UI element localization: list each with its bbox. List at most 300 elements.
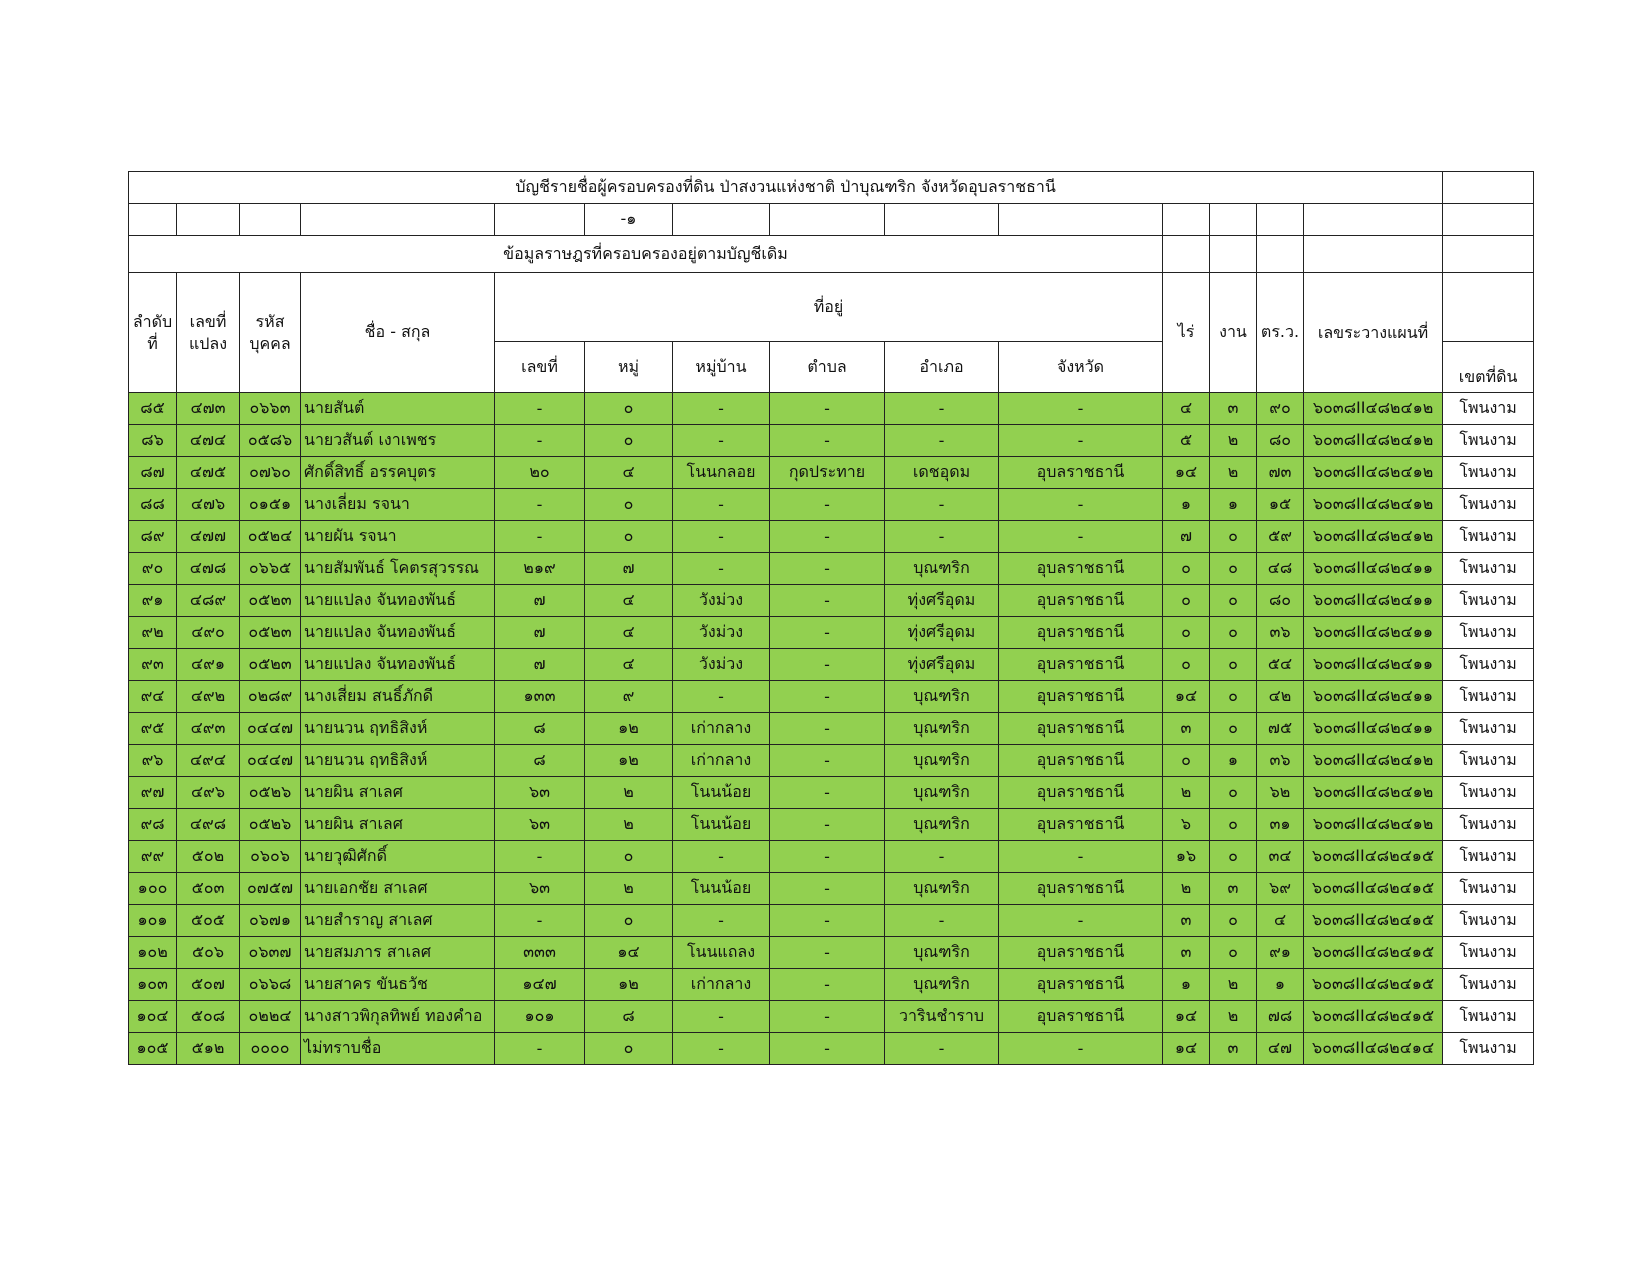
sqwa-cell: ๙๑ bbox=[1257, 937, 1304, 969]
row-no-cell: ๘๗ bbox=[129, 457, 177, 489]
row-no-cell: ๙๑ bbox=[129, 585, 177, 617]
map-sheet-cell: ๖๐๓๘II๔๘๒๔๑๑ bbox=[1304, 617, 1443, 649]
zone-cell: โพนงาม bbox=[1443, 649, 1534, 681]
village-cell: - bbox=[673, 553, 770, 585]
amphoe-cell: บุณฑริก bbox=[885, 969, 999, 1001]
row-no-cell: ๑๐๔ bbox=[129, 1001, 177, 1033]
holder-name-cell: นายแปลง จันทองพันธ์ bbox=[301, 585, 495, 617]
person-code-cell: ๐๖๖๕ bbox=[240, 553, 301, 585]
zone-cell: โพนงาม bbox=[1443, 393, 1534, 425]
moo-cell: ๒ bbox=[585, 809, 673, 841]
moo-cell: ๙ bbox=[585, 681, 673, 713]
moo-cell: ๔ bbox=[585, 649, 673, 681]
house-no-cell: ๘ bbox=[495, 713, 585, 745]
person-code-cell: ๐๕๒๔ bbox=[240, 521, 301, 553]
rai-cell: ๑๖ bbox=[1163, 841, 1210, 873]
province-cell: อุบลราชธานี bbox=[999, 713, 1163, 745]
sqwa-cell: ๖๒ bbox=[1257, 777, 1304, 809]
ngan-cell: ๓ bbox=[1210, 1033, 1257, 1065]
sqwa-cell: ๘๐ bbox=[1257, 585, 1304, 617]
village-cell: โนนน้อย bbox=[673, 809, 770, 841]
zone-cell: โพนงาม bbox=[1443, 617, 1534, 649]
tambon-cell: - bbox=[770, 809, 885, 841]
ngan-cell: ๓ bbox=[1210, 873, 1257, 905]
moo-cell: ๐ bbox=[585, 425, 673, 457]
tambon-cell: - bbox=[770, 1033, 885, 1065]
plot-no-cell: ๔๗๘ bbox=[177, 553, 240, 585]
map-sheet-cell: ๖๐๓๘II๔๘๒๔๑๑ bbox=[1304, 681, 1443, 713]
person-code-cell: ๐๕๒๓ bbox=[240, 585, 301, 617]
table-row bbox=[129, 809, 1534, 841]
header-moo: หมู่ bbox=[585, 342, 673, 393]
table-row bbox=[129, 617, 1534, 649]
province-cell: - bbox=[999, 393, 1163, 425]
map-sheet-cell: ๖๐๓๘II๔๘๒๔๑๒ bbox=[1304, 521, 1443, 553]
amphoe-cell: บุณฑริก bbox=[885, 745, 999, 777]
person-code-cell: ๐๔๔๗ bbox=[240, 713, 301, 745]
table-row bbox=[129, 745, 1534, 777]
tambon-cell: - bbox=[770, 617, 885, 649]
map-sheet-cell: ๖๐๓๘II๔๘๒๔๑๒ bbox=[1304, 489, 1443, 521]
holder-name-cell: นายผัน รจนา bbox=[301, 521, 495, 553]
tambon-cell: - bbox=[770, 521, 885, 553]
empty-cell bbox=[1443, 172, 1534, 204]
row-no-cell: ๙๙ bbox=[129, 841, 177, 873]
zone-cell: โพนงาม bbox=[1443, 841, 1534, 873]
table-row bbox=[129, 425, 1534, 457]
rai-cell: ๒ bbox=[1163, 777, 1210, 809]
map-sheet-cell: ๖๐๓๘II๔๘๒๔๑๒ bbox=[1304, 777, 1443, 809]
house-no-cell: - bbox=[495, 489, 585, 521]
zone-cell: โพนงาม bbox=[1443, 777, 1534, 809]
province-cell: อุบลราชธานี bbox=[999, 681, 1163, 713]
moo-cell: ๐ bbox=[585, 521, 673, 553]
header-village: หมู่บ้าน bbox=[673, 342, 770, 393]
table-row bbox=[129, 1001, 1534, 1033]
table-row bbox=[129, 393, 1534, 425]
plot-no-cell: ๔๙๖ bbox=[177, 777, 240, 809]
rai-cell: ๔ bbox=[1163, 393, 1210, 425]
row-no-cell: ๑๐๕ bbox=[129, 1033, 177, 1065]
page-marker: -๑ bbox=[585, 204, 673, 236]
header-person-code: รหัสบุคคล bbox=[240, 273, 301, 393]
table-row bbox=[129, 649, 1534, 681]
rai-cell: ๓ bbox=[1163, 713, 1210, 745]
row-no-cell: ๙๓ bbox=[129, 649, 177, 681]
province-cell: - bbox=[999, 905, 1163, 937]
person-code-cell: ๐๕๒๓ bbox=[240, 649, 301, 681]
header-plot-no: เลขที่แปลง bbox=[177, 273, 240, 393]
table-row bbox=[129, 873, 1534, 905]
province-cell: อุบลราชธานี bbox=[999, 777, 1163, 809]
rai-cell: ๐ bbox=[1163, 745, 1210, 777]
row-no-cell: ๙๕ bbox=[129, 713, 177, 745]
zone-cell: โพนงาม bbox=[1443, 745, 1534, 777]
map-sheet-cell: ๖๐๓๘II๔๘๒๔๑๒ bbox=[1304, 809, 1443, 841]
amphoe-cell: บุณฑริก bbox=[885, 713, 999, 745]
moo-cell: ๐ bbox=[585, 1033, 673, 1065]
province-cell: อุบลราชธานี bbox=[999, 553, 1163, 585]
amphoe-cell: - bbox=[885, 393, 999, 425]
plot-no-cell: ๔๙๑ bbox=[177, 649, 240, 681]
map-sheet-cell: ๖๐๓๘II๔๘๒๔๑๑ bbox=[1304, 713, 1443, 745]
holder-name-cell: นายแปลง จันทองพันธ์ bbox=[301, 649, 495, 681]
header-name: ชื่อ - สกุล bbox=[301, 273, 495, 393]
village-cell: โนนแถลง bbox=[673, 937, 770, 969]
amphoe-cell: บุณฑริก bbox=[885, 777, 999, 809]
amphoe-cell: - bbox=[885, 905, 999, 937]
amphoe-cell: - bbox=[885, 425, 999, 457]
amphoe-cell: เดชอุดม bbox=[885, 457, 999, 489]
land-registry-table bbox=[128, 171, 1534, 1065]
sqwa-cell: ๙๐ bbox=[1257, 393, 1304, 425]
row-no-cell: ๙๒ bbox=[129, 617, 177, 649]
row-no-cell: ๙๔ bbox=[129, 681, 177, 713]
ngan-cell: ๐ bbox=[1210, 617, 1257, 649]
house-no-cell: ๒๑๙ bbox=[495, 553, 585, 585]
plot-no-cell: ๔๗๖ bbox=[177, 489, 240, 521]
house-no-cell: - bbox=[495, 1033, 585, 1065]
person-code-cell: ๐๒๘๙ bbox=[240, 681, 301, 713]
map-sheet-cell: ๖๐๓๘II๔๘๒๔๑๕ bbox=[1304, 841, 1443, 873]
table-row bbox=[129, 905, 1534, 937]
person-code-cell: ๐๒๒๔ bbox=[240, 1001, 301, 1033]
moo-cell: ๗ bbox=[585, 553, 673, 585]
village-cell: - bbox=[673, 489, 770, 521]
rai-cell: ๕ bbox=[1163, 425, 1210, 457]
rai-cell: ๓ bbox=[1163, 905, 1210, 937]
holder-name-cell: นายผิน สาเลศ bbox=[301, 809, 495, 841]
row-no-cell: ๘๕ bbox=[129, 393, 177, 425]
map-sheet-cell: ๖๐๓๘II๔๘๒๔๑๕ bbox=[1304, 905, 1443, 937]
person-code-cell: ๐๐๐๐ bbox=[240, 1033, 301, 1065]
moo-cell: ๔ bbox=[585, 585, 673, 617]
sqwa-cell: ๗๕ bbox=[1257, 713, 1304, 745]
rai-cell: ๐ bbox=[1163, 649, 1210, 681]
rai-cell: ๑ bbox=[1163, 969, 1210, 1001]
rai-cell: ๑๔ bbox=[1163, 457, 1210, 489]
map-sheet-cell: ๖๐๓๘II๔๘๒๔๑๒ bbox=[1304, 425, 1443, 457]
ngan-cell: ๓ bbox=[1210, 393, 1257, 425]
row-no-cell: ๘๖ bbox=[129, 425, 177, 457]
village-cell: เก่ากลาง bbox=[673, 969, 770, 1001]
holder-name-cell: ไม่ทราบชื่อ bbox=[301, 1033, 495, 1065]
person-code-cell: ๐๕๒๓ bbox=[240, 617, 301, 649]
tambon-cell: - bbox=[770, 681, 885, 713]
rai-cell: ๓ bbox=[1163, 937, 1210, 969]
rai-cell: ๗ bbox=[1163, 521, 1210, 553]
village-cell: - bbox=[673, 1033, 770, 1065]
tambon-cell: - bbox=[770, 841, 885, 873]
table-row bbox=[129, 553, 1534, 585]
house-no-cell: ๖๓ bbox=[495, 809, 585, 841]
house-no-cell: - bbox=[495, 841, 585, 873]
amphoe-cell: บุณฑริก bbox=[885, 809, 999, 841]
person-code-cell: ๐๕๒๖ bbox=[240, 777, 301, 809]
ngan-cell: ๒ bbox=[1210, 1001, 1257, 1033]
table-row bbox=[129, 713, 1534, 745]
page-marker-row bbox=[129, 204, 1534, 236]
province-cell: - bbox=[999, 1033, 1163, 1065]
ngan-cell: ๐ bbox=[1210, 585, 1257, 617]
amphoe-cell: - bbox=[885, 489, 999, 521]
province-cell: อุบลราชธานี bbox=[999, 937, 1163, 969]
plot-no-cell: ๕๑๒ bbox=[177, 1033, 240, 1065]
tambon-cell: - bbox=[770, 745, 885, 777]
registry-rows bbox=[129, 393, 1534, 1065]
amphoe-cell: - bbox=[885, 841, 999, 873]
person-code-cell: ๐๖๐๖ bbox=[240, 841, 301, 873]
moo-cell: ๔ bbox=[585, 617, 673, 649]
holder-name-cell: นายสมภาร สาเลศ bbox=[301, 937, 495, 969]
ngan-cell: ๒ bbox=[1210, 425, 1257, 457]
ngan-cell: ๒ bbox=[1210, 457, 1257, 489]
amphoe-cell: - bbox=[885, 521, 999, 553]
plot-no-cell: ๕๐๒ bbox=[177, 841, 240, 873]
holder-name-cell: นายแปลง จันทองพันธ์ bbox=[301, 617, 495, 649]
table-row bbox=[129, 585, 1534, 617]
sqwa-cell: ๑ bbox=[1257, 969, 1304, 1001]
tambon-cell: - bbox=[770, 713, 885, 745]
holder-name-cell: นางเสี่ยม สนธิ์ภักดี bbox=[301, 681, 495, 713]
ngan-cell: ๐ bbox=[1210, 777, 1257, 809]
tambon-cell: - bbox=[770, 393, 885, 425]
village-cell: - bbox=[673, 521, 770, 553]
plot-no-cell: ๔๗๔ bbox=[177, 425, 240, 457]
moo-cell: ๔ bbox=[585, 457, 673, 489]
village-cell: โนนน้อย bbox=[673, 777, 770, 809]
village-cell: - bbox=[673, 393, 770, 425]
table-row bbox=[129, 489, 1534, 521]
holder-name-cell: นายวุฒิศักดิ์ bbox=[301, 841, 495, 873]
amphoe-cell: วารินชำราบ bbox=[885, 1001, 999, 1033]
house-no-cell: ๗ bbox=[495, 585, 585, 617]
tambon-cell: - bbox=[770, 969, 885, 1001]
amphoe-cell: บุณฑริก bbox=[885, 553, 999, 585]
zone-cell: โพนงาม bbox=[1443, 681, 1534, 713]
table-row bbox=[129, 681, 1534, 713]
village-cell: โนนกลอย bbox=[673, 457, 770, 489]
amphoe-cell: - bbox=[885, 1033, 999, 1065]
map-sheet-cell: ๖๐๓๘II๔๘๒๔๑๒ bbox=[1304, 745, 1443, 777]
amphoe-cell: ทุ่งศรีอุดม bbox=[885, 585, 999, 617]
row-no-cell: ๑๐๓ bbox=[129, 969, 177, 1001]
province-cell: อุบลราชธานี bbox=[999, 873, 1163, 905]
amphoe-cell: ทุ่งศรีอุดม bbox=[885, 649, 999, 681]
sqwa-cell: ๔๘ bbox=[1257, 553, 1304, 585]
holder-name-cell: นางเลี่ยม รจนา bbox=[301, 489, 495, 521]
holder-name-cell: ศักดิ์สิทธิ์ อรรคบุตร bbox=[301, 457, 495, 489]
header-map-sheet: เลขระวางแผนที่ bbox=[1304, 273, 1443, 393]
row-no-cell: ๙๗ bbox=[129, 777, 177, 809]
person-code-cell: ๐๖๗๑ bbox=[240, 905, 301, 937]
sqwa-cell: ๔ bbox=[1257, 905, 1304, 937]
rai-cell: ๑๔ bbox=[1163, 681, 1210, 713]
village-cell: เก่ากลาง bbox=[673, 713, 770, 745]
moo-cell: ๑๒ bbox=[585, 745, 673, 777]
row-no-cell: ๙๐ bbox=[129, 553, 177, 585]
person-code-cell: ๐๖๖๓ bbox=[240, 393, 301, 425]
ngan-cell: ๑ bbox=[1210, 745, 1257, 777]
plot-no-cell: ๕๐๓ bbox=[177, 873, 240, 905]
map-sheet-cell: ๖๐๓๘II๔๘๒๔๑๑ bbox=[1304, 649, 1443, 681]
tambon-cell: - bbox=[770, 553, 885, 585]
ngan-cell: ๐ bbox=[1210, 649, 1257, 681]
tambon-cell: - bbox=[770, 777, 885, 809]
house-no-cell: ๑๐๑ bbox=[495, 1001, 585, 1033]
province-cell: อุบลราชธานี bbox=[999, 969, 1163, 1001]
header-rai: ไร่ bbox=[1163, 273, 1210, 393]
zone-cell: โพนงาม bbox=[1443, 809, 1534, 841]
title-row bbox=[129, 172, 1534, 204]
person-code-cell: ๐๗๕๗ bbox=[240, 873, 301, 905]
province-cell: อุบลราชธานี bbox=[999, 649, 1163, 681]
tambon-cell: - bbox=[770, 937, 885, 969]
province-cell: - bbox=[999, 425, 1163, 457]
section-title-row bbox=[129, 236, 1534, 273]
village-cell: วังม่วง bbox=[673, 585, 770, 617]
person-code-cell: ๐๖๓๗ bbox=[240, 937, 301, 969]
header-sqwa: ตร.ว. bbox=[1257, 273, 1304, 393]
table-row bbox=[129, 937, 1534, 969]
map-sheet-cell: ๖๐๓๘II๔๘๒๔๑๑ bbox=[1304, 585, 1443, 617]
row-no-cell: ๙๘ bbox=[129, 809, 177, 841]
province-cell: - bbox=[999, 841, 1163, 873]
row-no-cell: ๘๙ bbox=[129, 521, 177, 553]
zone-cell: โพนงาม bbox=[1443, 425, 1534, 457]
holder-name-cell: นายวสันต์ เงาเพชร bbox=[301, 425, 495, 457]
header-row-1 bbox=[129, 273, 1534, 342]
plot-no-cell: ๔๙๔ bbox=[177, 745, 240, 777]
sqwa-cell: ๔๗ bbox=[1257, 1033, 1304, 1065]
row-no-cell: ๑๐๐ bbox=[129, 873, 177, 905]
person-code-cell: ๐๕๒๖ bbox=[240, 809, 301, 841]
plot-no-cell: ๔๙๓ bbox=[177, 713, 240, 745]
zone-cell: โพนงาม bbox=[1443, 713, 1534, 745]
province-cell: - bbox=[999, 489, 1163, 521]
zone-cell: โพนงาม bbox=[1443, 969, 1534, 1001]
moo-cell: ๘ bbox=[585, 1001, 673, 1033]
header-zone: เขตที่ดิน bbox=[1443, 342, 1534, 393]
rai-cell: ๑๔ bbox=[1163, 1033, 1210, 1065]
holder-name-cell: นายสันต์ bbox=[301, 393, 495, 425]
zone-cell: โพนงาม bbox=[1443, 489, 1534, 521]
plot-no-cell: ๔๘๙ bbox=[177, 585, 240, 617]
document-title: บัญชีรายชื่อผู้ครอบครองที่ดิน ป่าสงวนแห่งชาติ ป่าบุณฑริก จังหวัดอุบลราชธานี bbox=[129, 172, 1443, 204]
ngan-cell: ๐ bbox=[1210, 553, 1257, 585]
plot-no-cell: ๕๐๘ bbox=[177, 1001, 240, 1033]
plot-no-cell: ๕๐๗ bbox=[177, 969, 240, 1001]
sqwa-cell: ๓๖ bbox=[1257, 617, 1304, 649]
plot-no-cell: ๔๗๕ bbox=[177, 457, 240, 489]
sqwa-cell: ๗๘ bbox=[1257, 1001, 1304, 1033]
village-cell: - bbox=[673, 425, 770, 457]
plot-no-cell: ๔๗๓ bbox=[177, 393, 240, 425]
zone-cell: โพนงาม bbox=[1443, 553, 1534, 585]
province-cell: อุบลราชธานี bbox=[999, 745, 1163, 777]
village-cell: วังม่วง bbox=[673, 617, 770, 649]
header-province: จังหวัด bbox=[999, 342, 1163, 393]
village-cell: โนนน้อย bbox=[673, 873, 770, 905]
table-row bbox=[129, 521, 1534, 553]
house-no-cell: ๖๓ bbox=[495, 777, 585, 809]
zone-cell: โพนงาม bbox=[1443, 937, 1534, 969]
moo-cell: ๑๒ bbox=[585, 713, 673, 745]
header-amphoe: อำเภอ bbox=[885, 342, 999, 393]
village-cell: - bbox=[673, 681, 770, 713]
holder-name-cell: นายนวน ฤทธิสิงห์ bbox=[301, 713, 495, 745]
section-title: ข้อมูลราษฎรที่ครอบครองอยู่ตามบัญชีเดิม bbox=[129, 236, 1163, 273]
tambon-cell: - bbox=[770, 649, 885, 681]
house-no-cell: ๒๐ bbox=[495, 457, 585, 489]
holder-name-cell: นางสาวพิกุลทิพย์ ทองคำอ bbox=[301, 1001, 495, 1033]
header-tambon: ตำบล bbox=[770, 342, 885, 393]
tambon-cell: กุดประทาย bbox=[770, 457, 885, 489]
map-sheet-cell: ๖๐๓๘II๔๘๒๔๑๕ bbox=[1304, 937, 1443, 969]
person-code-cell: ๐๖๖๘ bbox=[240, 969, 301, 1001]
amphoe-cell: บุณฑริก bbox=[885, 681, 999, 713]
zone-cell: โพนงาม bbox=[1443, 905, 1534, 937]
row-no-cell: ๑๐๒ bbox=[129, 937, 177, 969]
ngan-cell: ๒ bbox=[1210, 969, 1257, 1001]
sqwa-cell: ๕๙ bbox=[1257, 521, 1304, 553]
amphoe-cell: บุณฑริก bbox=[885, 873, 999, 905]
map-sheet-cell: ๖๐๓๘II๔๘๒๔๑๕ bbox=[1304, 873, 1443, 905]
sqwa-cell: ๓๔ bbox=[1257, 841, 1304, 873]
zone-cell: โพนงาม bbox=[1443, 1033, 1534, 1065]
plot-no-cell: ๔๙๒ bbox=[177, 681, 240, 713]
zone-cell: โพนงาม bbox=[1443, 521, 1534, 553]
village-cell: เก่ากลาง bbox=[673, 745, 770, 777]
sqwa-cell: ๓๖ bbox=[1257, 745, 1304, 777]
rai-cell: ๐ bbox=[1163, 553, 1210, 585]
zone-cell: โพนงาม bbox=[1443, 585, 1534, 617]
person-code-cell: ๐๑๕๑ bbox=[240, 489, 301, 521]
moo-cell: ๑๔ bbox=[585, 937, 673, 969]
village-cell: - bbox=[673, 1001, 770, 1033]
map-sheet-cell: ๖๐๓๘II๔๘๒๔๑๒ bbox=[1304, 457, 1443, 489]
ngan-cell: ๐ bbox=[1210, 809, 1257, 841]
holder-name-cell: นายสำราญ สาเลศ bbox=[301, 905, 495, 937]
plot-no-cell: ๔๙๘ bbox=[177, 809, 240, 841]
rai-cell: ๐ bbox=[1163, 617, 1210, 649]
ngan-cell: ๐ bbox=[1210, 937, 1257, 969]
ngan-cell: ๐ bbox=[1210, 521, 1257, 553]
sqwa-cell: ๓๑ bbox=[1257, 809, 1304, 841]
table-row bbox=[129, 841, 1534, 873]
person-code-cell: ๐๕๘๖ bbox=[240, 425, 301, 457]
sqwa-cell: ๘๐ bbox=[1257, 425, 1304, 457]
header-no: ลำดับที่ bbox=[129, 273, 177, 393]
house-no-cell: - bbox=[495, 521, 585, 553]
house-no-cell: ๖๓ bbox=[495, 873, 585, 905]
sqwa-cell: ๗๓ bbox=[1257, 457, 1304, 489]
house-no-cell: ๑๓๓ bbox=[495, 681, 585, 713]
rai-cell: ๖ bbox=[1163, 809, 1210, 841]
ngan-cell: ๑ bbox=[1210, 489, 1257, 521]
person-code-cell: ๐๗๖๐ bbox=[240, 457, 301, 489]
map-sheet-cell: ๖๐๓๘II๔๘๒๔๑๕ bbox=[1304, 969, 1443, 1001]
moo-cell: ๐ bbox=[585, 841, 673, 873]
moo-cell: ๑๒ bbox=[585, 969, 673, 1001]
table-row bbox=[129, 969, 1534, 1001]
province-cell: อุบลราชธานี bbox=[999, 457, 1163, 489]
header-house-no: เลขที่ bbox=[495, 342, 585, 393]
table-row bbox=[129, 1033, 1534, 1065]
tambon-cell: - bbox=[770, 905, 885, 937]
map-sheet-cell: ๖๐๓๘II๔๘๒๔๑๕ bbox=[1304, 1001, 1443, 1033]
row-no-cell: ๑๐๑ bbox=[129, 905, 177, 937]
